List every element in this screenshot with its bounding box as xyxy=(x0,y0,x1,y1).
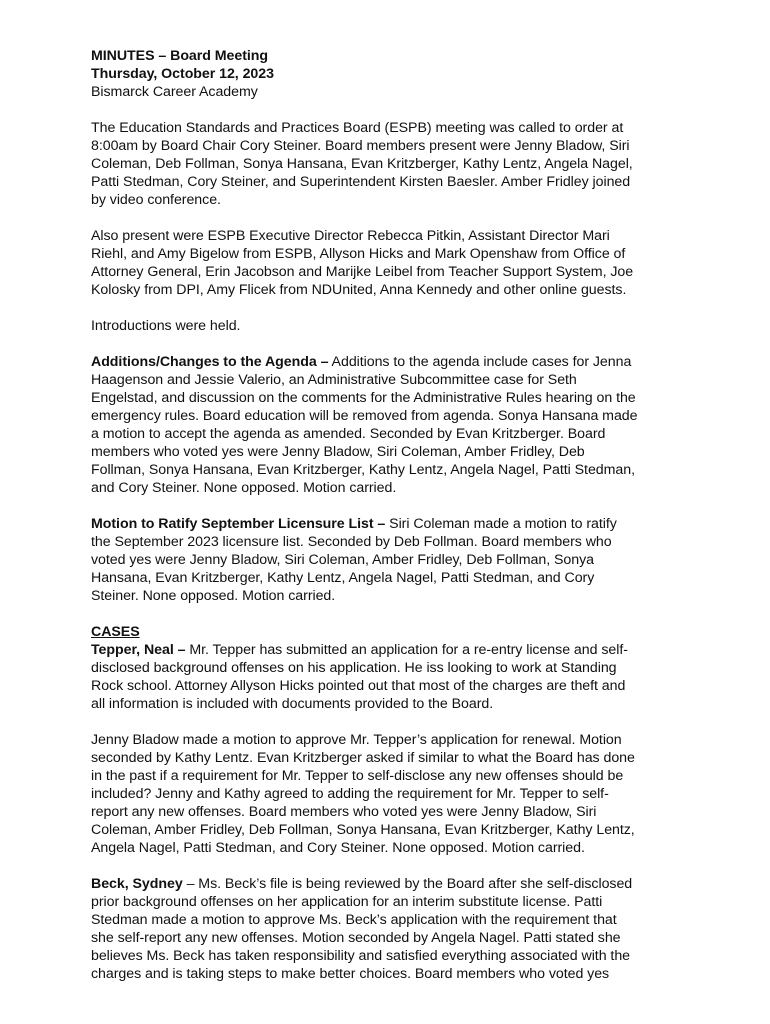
text-line: Stedman made a motion to approve Ms. Beck’s application with the requirement that xyxy=(91,912,617,928)
text-line: Angela Nagel, Patti Stedman, and Cory Steiner. None opposed. Motion carried. xyxy=(91,840,585,856)
text-line: all information is included with documents provided to the Board. xyxy=(91,696,494,712)
text-line: and Cory Steiner. None opposed. Motion carried. xyxy=(91,480,397,496)
text-line: seconded by Kathy Lentz. Evan Kritzberger asked if similar to what the Board has done xyxy=(91,750,635,766)
text-line: Jenny Bladow made a motion to approve Mr. Tepper’s application for renewal. Motion xyxy=(91,732,622,748)
document-title: MINUTES – Board Meeting xyxy=(91,48,268,64)
text-line: Steiner. None opposed. Motion carried. xyxy=(91,588,336,604)
text-line: in the past if a requirement for Mr. Tepper to self-disclose any new offenses should be xyxy=(91,768,624,784)
text-line: Hansana, Evan Kritzberger, Kathy Lentz, Angela Nagel, Patti Stedman, and Cory xyxy=(91,570,595,586)
text-line: members who voted yes were Jenny Bladow, Siri Coleman, Amber Fridley, Deb xyxy=(91,444,585,460)
text-line: Engelstad, and discussion on the comments for the Administrative Rules hearing on the xyxy=(91,390,636,406)
text-line: Coleman, Amber Fridley, Deb Follman, Sonya Hansana, Evan Kritzberger, Kathy Lentz, xyxy=(91,822,635,838)
text-line: disclosed background offenses on his application. He iss looking to work at Standing xyxy=(91,660,617,676)
text-line: Riehl, and Amy Bigelow from ESPB, Allyson Hicks and Mark Openshaw from Office of xyxy=(91,246,626,262)
text-run: Additions to the agenda include cases for Jenna xyxy=(328,354,632,370)
also-present-paragraph xyxy=(91,227,691,299)
text-line: prior background offenses on her application for an interim substitute license. Patti xyxy=(91,894,603,910)
text-run: Mr. Tepper has submitted an application for a re-entry license and self- xyxy=(185,642,628,658)
text-line: emergency rules. Board education will be removed from agenda. Sonya Hansana made xyxy=(91,408,638,424)
meeting-date: Thursday, October 12, 2023 xyxy=(91,66,274,82)
agenda-heading: Additions/Changes to the Agenda – xyxy=(91,354,329,370)
text-line: Haagenson and Jessie Valerio, an Administrative Subcommittee case for Seth xyxy=(91,372,577,388)
text-line: report any new offenses. Board members who voted yes were Jenny Bladow, Siri xyxy=(91,804,597,820)
text-line: Coleman, Deb Follman, Sonya Hansana, Evan Kritzberger, Kathy Lentz, Angela Nagel, xyxy=(91,156,633,172)
text-line: The Education Standards and Practices Board (ESPB) meeting was called to order at xyxy=(91,120,624,136)
text-line: Attorney General, Erin Jacobson and Marijke Leibel from Teacher Support System, Joe xyxy=(91,264,634,280)
tepper-case-paragraph xyxy=(91,641,691,713)
cases-heading: CASES xyxy=(91,624,140,640)
text-line: by video conference. xyxy=(91,192,221,208)
text-line: believes Ms. Beck has taken responsibility and satisfied everything associated with the xyxy=(91,948,631,964)
text-line: Also present were ESPB Executive Director Rebecca Pitkin, Assistant Director Mari xyxy=(91,228,610,244)
text-line: 8:00am by Board Chair Cory Steiner. Board members present were Jenny Bladow, Siri xyxy=(91,138,630,154)
text-line: Follman, Sonya Hansana, Evan Kritzberger, Kathy Lentz, Angela Nagel, Patti Stedman, xyxy=(91,462,635,478)
text-line: she self-report any new offenses. Motion seconded by Angela Nagel. Patti stated she xyxy=(91,930,621,946)
agenda-paragraph xyxy=(91,353,691,497)
text-run: Siri Coleman made a motion to ratify xyxy=(385,516,617,532)
ratify-heading: Motion to Ratify September Licensure List – xyxy=(91,516,386,532)
text-line: Rock school. Attorney Allyson Hicks pointed out that most of the charges are theft and xyxy=(91,678,626,694)
tepper-heading: Tepper, Neal – xyxy=(91,642,186,658)
text-line: charges and is taking steps to make better choices. Board members who voted yes xyxy=(91,966,610,982)
beck-heading: Beck, Sydney xyxy=(91,876,183,892)
minutes-document xyxy=(91,47,691,983)
beck-case-paragraph xyxy=(91,875,691,983)
ratify-paragraph xyxy=(91,515,691,605)
call-to-order-paragraph xyxy=(91,119,691,209)
text-line: included? Jenny and Kathy agreed to adding the requirement for Mr. Tepper to self- xyxy=(91,786,609,802)
text-line: Kolosky from DPI, Amy Flicek from NDUnited, Anna Kennedy and other online guests. xyxy=(91,282,627,298)
text-line: the September 2023 licensure list. Seconded by Deb Follman. Board members who xyxy=(91,534,612,550)
meeting-location: Bismarck Career Academy xyxy=(91,84,258,100)
text-run: – Ms. Beck’s file is being reviewed by the Board after she self-disclosed xyxy=(182,876,633,892)
text-line: Patti Stedman, Cory Steiner, and Superintendent Kirsten Baesler. Amber Fridley joined xyxy=(91,174,631,190)
introductions-paragraph: Introductions were held. xyxy=(91,318,241,334)
tepper-motion-paragraph xyxy=(91,731,691,857)
text-line: voted yes were Jenny Bladow, Siri Coleman, Amber Fridley, Deb Follman, Sonya xyxy=(91,552,594,568)
text-line: a motion to accept the agenda as amended. Seconded by Evan Kritzberger. Board xyxy=(91,426,606,442)
